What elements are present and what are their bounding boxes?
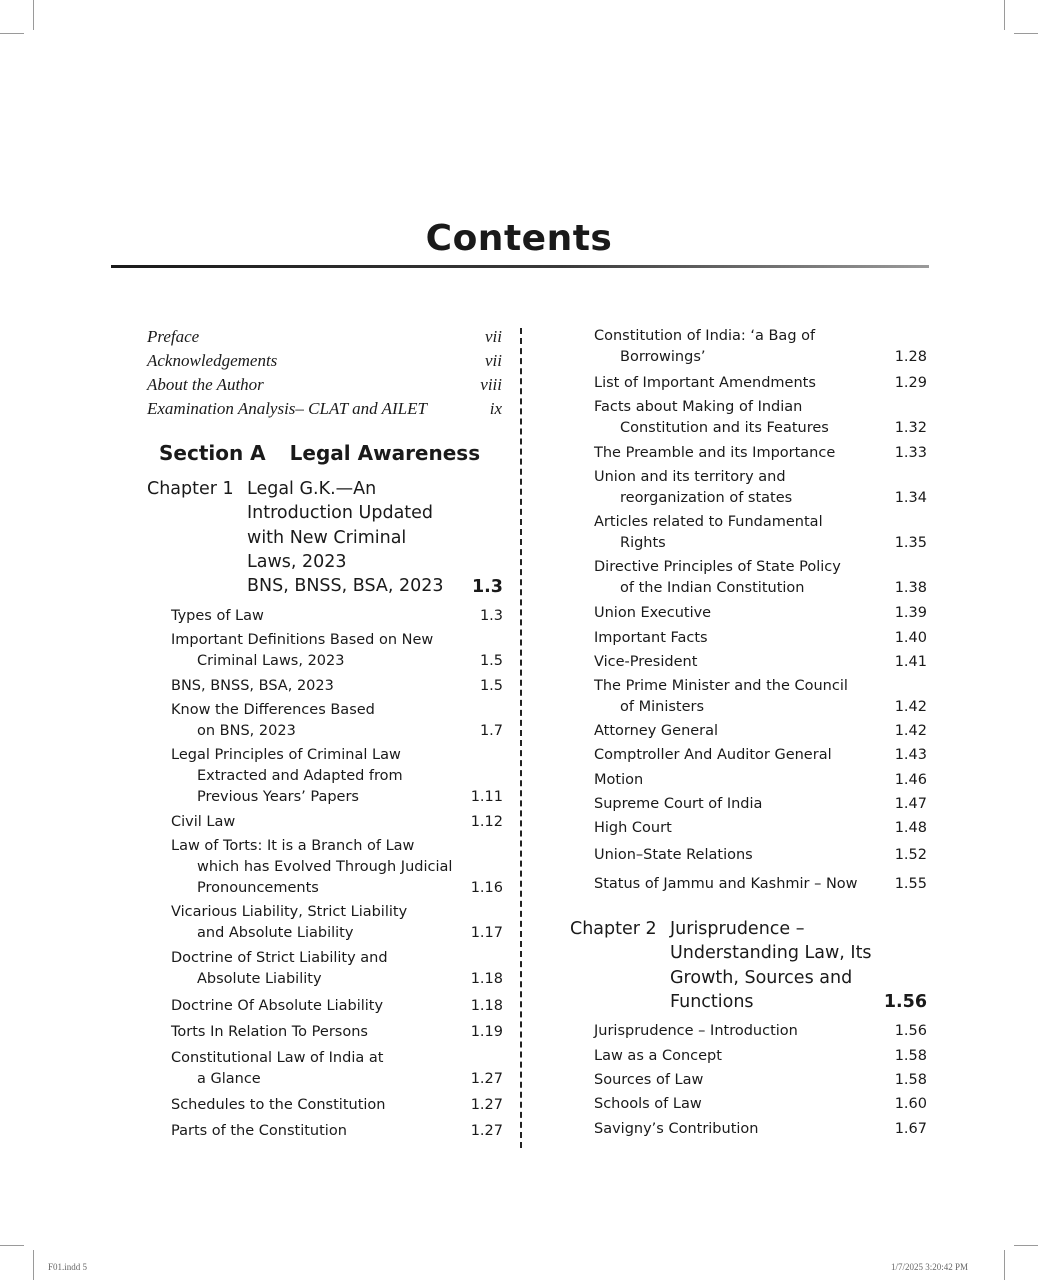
toc-entry-title: Rights (620, 535, 666, 551)
toc-entry-title: Facts about Making of Indian (594, 399, 803, 415)
chapter-label: Chapter 1 (147, 479, 234, 499)
toc-entry-page: 1.11 (470, 789, 503, 805)
toc-entry-title: Absolute Liability (197, 971, 322, 987)
toc-entry[interactable] (171, 1095, 503, 1116)
toc-entry[interactable] (171, 676, 503, 697)
toc-entry-title: on BNS, 2023 (197, 723, 296, 739)
toc-entry-page: 1.56 (894, 1023, 927, 1039)
toc-entry[interactable] (171, 1121, 503, 1142)
toc-entry-title: Important Facts (594, 630, 708, 646)
toc-entry[interactable] (594, 818, 927, 839)
toc-entry-title: Articles related to Fundamental (594, 514, 823, 530)
crop-mark (1014, 33, 1038, 34)
toc-entry-title: Types of Law (171, 608, 264, 624)
chapter-title-line: Legal G.K.—An (247, 479, 377, 499)
toc-entry-title: reorganization of states (620, 490, 793, 506)
toc-entry[interactable] (594, 373, 927, 394)
toc-entry-page: 1.7 (479, 723, 503, 739)
toc-entry-page: 1.27 (470, 1123, 503, 1139)
toc-entry-title: Sources of Law (594, 1072, 704, 1088)
toc-entry[interactable] (171, 902, 503, 944)
toc-entry[interactable] (171, 700, 503, 742)
toc-entry-title: of the Indian Constitution (620, 580, 805, 596)
section-heading (159, 441, 480, 465)
toc-entry-title: BNS, BNSS, BSA, 2023 (171, 678, 334, 694)
front-matter-title: About the Author (147, 375, 264, 394)
chapter-title (670, 917, 872, 1014)
chapter-label: Chapter 2 (570, 919, 657, 939)
toc-entry-title: Doctrine of Strict Liability and (171, 950, 388, 966)
section-label: Section A (159, 441, 266, 465)
toc-entry-title: The Preamble and its Importance (594, 445, 836, 461)
chapter-heading[interactable] (570, 917, 927, 1014)
toc-entry-title: Motion (594, 772, 644, 788)
toc-entry-title: Comptroller And Auditor General (594, 747, 832, 763)
toc-entry[interactable] (594, 652, 927, 673)
toc-entry[interactable] (171, 606, 503, 627)
toc-entry-title: Know the Differences Based (171, 702, 375, 718)
toc-entry-page: 1.27 (470, 1097, 503, 1113)
toc-entry-title: Schedules to the Constitution (171, 1097, 386, 1113)
toc-entry-title: Law of Torts: It is a Branch of Law (171, 838, 415, 854)
toc-entry-title: Vicarious Liability, Strict Liability (171, 904, 408, 920)
front-matter-title: Acknowledgements (147, 351, 278, 370)
toc-entry[interactable] (594, 794, 927, 815)
page-title: Contents (425, 218, 613, 259)
toc-entry-title: Status of Jammu and Kashmir – Now (594, 876, 858, 892)
toc-entry[interactable] (594, 845, 927, 866)
crop-mark (33, 0, 34, 30)
toc-entry[interactable] (594, 603, 927, 624)
toc-entry-title: Civil Law (171, 814, 236, 830)
toc-entry-title: Legal Principles of Criminal Law (171, 747, 401, 763)
toc-entry-page: 1.67 (894, 1121, 927, 1137)
toc-entry-page: 1.29 (894, 375, 927, 391)
crop-mark (1004, 1250, 1005, 1280)
toc-entry[interactable] (594, 676, 927, 718)
toc-entry-title: High Court (594, 820, 672, 836)
front-matter-entry[interactable] (147, 399, 502, 419)
chapter-title-line: Growth, Sources and (670, 967, 853, 988)
toc-entry[interactable] (594, 1119, 927, 1140)
toc-entry[interactable] (594, 874, 927, 895)
chapter-page: 1.56 (883, 992, 927, 1013)
toc-entry[interactable] (171, 745, 503, 808)
toc-entry[interactable] (594, 557, 927, 599)
toc-entry-page: 1.5 (479, 678, 503, 694)
toc-entry-title: Directive Principles of State Policy (594, 559, 841, 575)
front-matter-entry[interactable] (147, 375, 502, 395)
toc-entry[interactable] (171, 836, 503, 899)
toc-entry-page: 1.48 (894, 820, 927, 836)
toc-entry[interactable] (594, 1070, 927, 1091)
chapter-title (247, 477, 444, 598)
toc-entry-title: Torts In Relation To Persons (171, 1024, 368, 1040)
front-matter-title: Examination Analysis– CLAT and AILET (147, 399, 427, 418)
toc-entry-title: Extracted and Adapted from (197, 768, 403, 784)
crop-mark (1004, 0, 1005, 30)
toc-entry-page: 1.58 (894, 1072, 927, 1088)
toc-entry-title: a Glance (197, 1071, 261, 1087)
toc-entry-title: Important Definitions Based on New (171, 632, 434, 648)
toc-entry-page: 1.16 (470, 880, 503, 896)
toc-entry-page: 1.19 (470, 1024, 503, 1040)
slug-file: F01.indd 5 (48, 1262, 88, 1272)
toc-entry-title: Parts of the Constitution (171, 1123, 347, 1139)
crop-mark (33, 1250, 34, 1280)
toc-entry-page: 1.18 (470, 971, 503, 987)
front-matter-page: vii (485, 351, 502, 370)
toc-entry-page: 1.47 (894, 796, 927, 812)
section-title: Legal Awareness (289, 441, 481, 465)
toc-entry[interactable] (171, 948, 503, 990)
toc-entry-page: 1.35 (894, 535, 927, 551)
toc-entry[interactable] (594, 1094, 927, 1115)
toc-entry-page: 1.18 (470, 998, 503, 1014)
front-matter-entry[interactable] (147, 327, 502, 347)
toc-entry-page: 1.58 (894, 1048, 927, 1064)
front-matter-title: Preface (147, 327, 200, 346)
toc-entry-page: 1.17 (470, 925, 503, 941)
crop-mark (0, 1245, 24, 1246)
toc-entry-title: Previous Years’ Papers (197, 789, 359, 805)
chapter-title-line: with New Criminal (247, 527, 407, 548)
toc-entry-page: 1.3 (479, 608, 503, 624)
toc-entry-title: Pronouncements (197, 880, 319, 896)
toc-entry-title: Union and its territory and (594, 469, 786, 485)
toc-entry-title: Union Executive (594, 605, 712, 621)
toc-entry[interactable] (594, 770, 927, 791)
toc-entry-page: 1.60 (894, 1096, 927, 1112)
toc-entry-page: 1.39 (894, 605, 927, 621)
crop-mark (0, 33, 24, 34)
chapter-heading[interactable] (147, 477, 503, 599)
toc-entry-page: 1.38 (894, 580, 927, 596)
toc-entry[interactable] (594, 745, 927, 766)
toc-entry-page: 1.41 (894, 654, 927, 670)
toc-entry[interactable] (594, 467, 927, 509)
toc-entry[interactable] (171, 1048, 503, 1090)
toc-entry[interactable] (171, 1022, 503, 1043)
toc-entry-title: Law as a Concept (594, 1048, 722, 1064)
toc-entry-title: Constitution of India: ‘a Bag of (594, 328, 816, 344)
toc-entry[interactable] (594, 512, 927, 554)
chapter-title-line: Functions (670, 991, 754, 1012)
front-matter-page: viii (480, 375, 502, 394)
toc-entry[interactable] (594, 1046, 927, 1067)
toc-entry-page: 1.34 (894, 490, 927, 506)
toc-entry-title: Constitutional Law of India at (171, 1050, 384, 1066)
title-rule (111, 265, 929, 268)
toc-entry-title: List of Important Amendments (594, 375, 816, 391)
slug-timestamp: 1/7/2025 3:20:42 PM (890, 1262, 968, 1272)
toc-entry[interactable] (594, 326, 927, 368)
toc-entry-page: 1.12 (470, 814, 503, 830)
toc-entry-title: of Ministers (620, 699, 705, 715)
toc-entry-title: Constitution and its Features (620, 420, 829, 436)
toc-entry-page: 1.5 (479, 653, 503, 669)
toc-entry-title: Criminal Laws, 2023 (197, 653, 345, 669)
column-divider (520, 328, 522, 1148)
chapter-title-line: Introduction Updated (247, 503, 434, 524)
toc-entry-page: 1.40 (894, 630, 927, 646)
toc-entry-page: 1.46 (894, 772, 927, 788)
toc-entry-title: Schools of Law (594, 1096, 702, 1112)
front-matter-page: ix (489, 399, 502, 418)
toc-entry-title: Union–State Relations (594, 847, 753, 863)
front-matter-page: vii (485, 327, 502, 346)
toc-entry-page: 1.28 (894, 349, 927, 365)
toc-entry-title: Doctrine Of Absolute Liability (171, 998, 384, 1014)
toc-entry-page: 1.55 (894, 876, 927, 892)
toc-entry[interactable] (594, 443, 927, 464)
toc-entry-title: which has Evolved Through Judicial (197, 859, 453, 875)
toc-entry-page: 1.42 (894, 723, 927, 739)
chapter-page: 1.3 (471, 576, 503, 597)
toc-entry[interactable] (594, 721, 927, 742)
toc-entry[interactable] (594, 628, 927, 649)
toc-entry-title: Savigny’s Contribution (594, 1121, 759, 1137)
toc-entry-page: 1.42 (894, 699, 927, 715)
front-matter-entry[interactable] (147, 351, 502, 371)
crop-mark (1014, 1245, 1038, 1246)
toc-entry[interactable] (171, 812, 503, 833)
toc-entry-title: Attorney General (594, 723, 719, 739)
toc-entry-page: 1.27 (470, 1071, 503, 1087)
toc-entry-title: Jurisprudence – Introduction (594, 1023, 798, 1039)
toc-entry[interactable] (171, 630, 503, 672)
toc-entry-page: 1.52 (894, 847, 927, 863)
toc-entry-page: 1.32 (894, 420, 927, 436)
toc-entry[interactable] (594, 1021, 927, 1042)
chapter-title-line: BNS, BNSS, BSA, 2023 (247, 576, 444, 597)
toc-entry-title: and Absolute Liability (197, 925, 354, 941)
toc-entry-title: Vice-President (594, 654, 698, 670)
toc-entry-title: The Prime Minister and the Council (594, 678, 848, 694)
toc-entry-title: Borrowings’ (620, 349, 706, 365)
toc-entry-title: Supreme Court of India (594, 796, 763, 812)
chapter-title-line: Jurisprudence – (670, 919, 805, 939)
toc-entry[interactable] (171, 996, 503, 1017)
toc-entry[interactable] (594, 397, 927, 439)
toc-entry-page: 1.33 (894, 445, 927, 461)
toc-entry-page: 1.43 (894, 747, 927, 763)
chapter-title-line: Understanding Law, Its (670, 943, 872, 964)
chapter-title-line: Laws, 2023 (247, 551, 347, 572)
